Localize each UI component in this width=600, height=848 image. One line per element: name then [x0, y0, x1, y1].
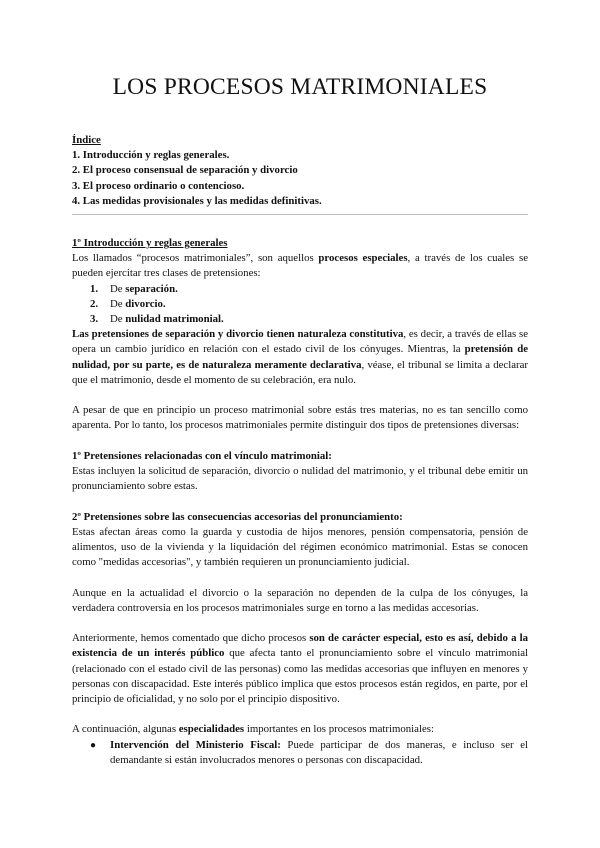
table-of-contents — [72, 133, 532, 209]
index-item: 1. Introducción y reglas generales. — [72, 149, 230, 162]
index-item: 2. El proceso consensual de separación y divorcio — [72, 164, 298, 177]
paragraph: Estas afectan áreas como la guarda y custodia de hijos menores, pensión compensatoria, pensión de alimentos, uso de la vivienda y la liquidación del régimen económico matrimonial. Estas se conocen como "medidas accesorias", y también requieren un pronunciamiento judicial. — [72, 525, 528, 569]
index-item: 3. El proceso ordinario o contencioso. — [72, 179, 245, 192]
list-item: ● Intervención del Ministerio Fiscal: Puede participar de dos maneras, e incluso ser el demandante si están involucrados menores o personas con discapacidad. — [90, 738, 528, 766]
paragraph: Estas incluyen la solicitud de separación, divorcio o nulidad del matrimonio, y el tribunal debe emitir un pronunciamiento sobre estas. — [72, 465, 528, 493]
bullet-icon: ● — [90, 739, 97, 751]
paragraph-specialties: A continuación, algunas especialidades importantes en los procesos matrimoniales: — [72, 723, 434, 736]
paragraph-nature: Las pretensiones de separación y divorcio tienen naturaleza constitutiva, es decir, a través de ellas se opera un cambio jurídico en relación con el estado civil de los cónyuges. Mientras, la pretensión de nulidad, por su parte, es de naturaleza meramente declarativa, véase, el tribunal se limita a declarar que el matrimonio, desde el momento de su celebración, era nulo. — [72, 328, 528, 386]
horizontal-divider — [72, 214, 528, 215]
section-title: 1º Introducción y reglas generales — [72, 237, 228, 249]
document-body — [72, 236, 528, 768]
pretensions-list — [72, 282, 528, 328]
index-item: 4. Las medidas provisionales y las medidas definitivas. — [72, 194, 322, 207]
subsection-title: 1º Pretensiones relacionadas con el vínculo matrimonial: — [72, 449, 332, 462]
list-item: 3. De nulidad matrimonial. — [90, 313, 224, 326]
list-item: 1. De separación. — [90, 282, 178, 295]
index-heading: Índice — [72, 134, 101, 146]
paragraph-types: A pesar de que en principio un proceso matrimonial sobre estás tres materias, no es tan sencillo como aparenta. Por lo tanto, los procesos matrimoniales permite distinguir dos tipos de pretensiones diversas: — [72, 404, 528, 432]
list-item: 2. De divorcio. — [90, 297, 166, 310]
specialties-list — [72, 738, 528, 768]
paragraph-public-interest: Anteriormente, hemos comentado que dicho procesos son de carácter especial, esto es así, debido a la existencia de un interés público que afecta tanto el pronunciamiento sobre el vínculo matrimonial (relacionado con el estado civil de las personas) como las medidas accesorias que influyen en menores y personas con discapacidad. Este interés público implica que estos procesos están regidos, en parte, por el principio de oficialidad, y no solo por el principio dispositivo. — [72, 632, 528, 706]
paragraph: Aunque en la actualidad el divorcio o la separación no dependen de la culpa de los cónyuges, la verdadera controversia en los procesos matrimoniales surge en torno a las medidas accesorias. — [72, 586, 528, 614]
document-title: LOS PROCESOS MATRIMONIALES — [112, 74, 488, 100]
paragraph-intro: Los llamados “procesos matrimoniales”, son aquellos procesos especiales, a través de los cuales se pueden ejercitar tres clases de pretensiones: — [72, 252, 528, 280]
subsection-title: 2º Pretensiones sobre las consecuencias accesorias del pronunciamiento: — [72, 510, 403, 523]
